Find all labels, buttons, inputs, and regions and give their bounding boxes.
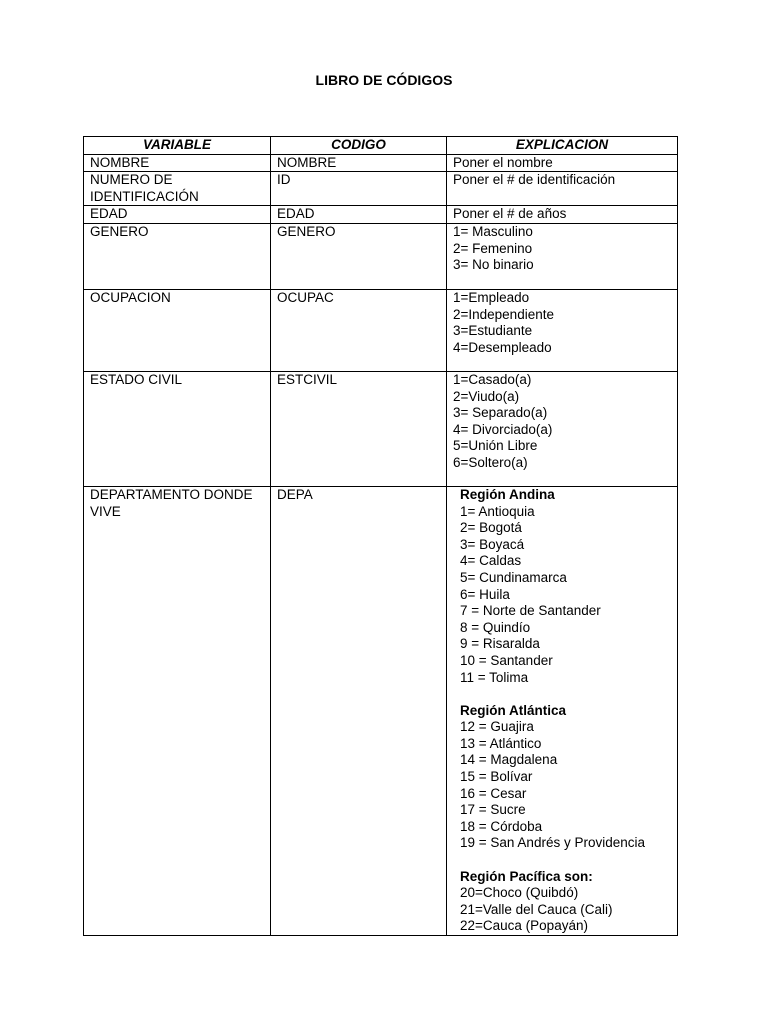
codigo-text: ESTCIVIL	[277, 371, 338, 387]
codigo-text: OCUPAC	[277, 289, 334, 305]
department-code-item: 14 = Magdalena	[460, 752, 558, 768]
cell-variable	[84, 486, 271, 935]
explicacion-text: 4= Divorciado(a)	[453, 421, 553, 437]
cell-codigo	[271, 206, 447, 224]
cell-codigo	[271, 371, 447, 486]
department-code-item: 18 = Córdoba	[460, 818, 543, 834]
department-code-item: 17 = Sucre	[460, 802, 526, 818]
explicacion-text: 2=Viudo(a)	[453, 388, 520, 404]
department-code-item: 10 = Santander	[460, 652, 553, 668]
codigo-text: NOMBRE	[277, 154, 337, 170]
table-row	[84, 206, 678, 224]
table-row	[84, 223, 678, 289]
cell-explicacion	[447, 154, 678, 172]
cell-variable	[84, 223, 271, 289]
department-code-item: 15 = Bolívar	[460, 769, 533, 785]
header-codigo: CODIGO	[271, 137, 447, 155]
variable-text: EDAD	[90, 206, 128, 222]
region-spacer	[453, 686, 671, 703]
department-code-item: 3= Boyacá	[460, 536, 525, 552]
variable-text: GENERO	[90, 223, 149, 239]
department-code-item: 2= Bogotá	[460, 520, 522, 536]
cell-codigo	[271, 172, 447, 206]
header-explicacion: EXPLICACION	[447, 137, 678, 155]
department-code-item: 16 = Cesar	[460, 785, 527, 801]
document-title: LIBRO DE CÓDIGOS	[315, 72, 453, 88]
explicacion-text: 6=Soltero(a)	[453, 454, 528, 470]
department-code-item: 9 = Risaralda	[460, 636, 540, 652]
department-code-item: 19 = San Andrés y Providencia	[460, 835, 645, 851]
variable-text: IDENTIFICACIÓN	[90, 188, 199, 204]
explicacion-text: 3= No binario	[453, 257, 534, 273]
cell-codigo	[271, 289, 447, 371]
variable-text: NOMBRE	[90, 154, 150, 170]
table-row	[84, 289, 678, 371]
header-variable: VARIABLE	[84, 137, 271, 155]
codebook-table	[83, 136, 678, 936]
explicacion-text: 1=Empleado	[453, 289, 530, 305]
department-code-item: 1= Antioquia	[460, 503, 535, 519]
department-code-item: 20=Choco (Quibdó)	[460, 885, 579, 901]
variable-text: OCUPACION	[90, 289, 171, 305]
variable-text: NUMERO DE	[90, 172, 173, 188]
explicacion-text: 1= Masculino	[453, 223, 533, 239]
department-code-item: 5= Cundinamarca	[460, 569, 567, 585]
cell-explicacion	[447, 486, 678, 935]
cell-explicacion	[447, 172, 678, 206]
explicacion-text: 3= Separado(a)	[453, 405, 548, 421]
department-code-item: 7 = Norte de Santander	[460, 603, 601, 619]
table-body	[84, 154, 678, 935]
codigo-text: ID	[277, 172, 291, 188]
variable-text: VIVE	[90, 503, 121, 519]
explicacion-text: 4=Desempleado	[453, 339, 552, 355]
cell-codigo	[271, 154, 447, 172]
explicacion-text: 2=Independiente	[453, 306, 554, 322]
department-code-item: 13 = Atlántico	[460, 735, 542, 751]
explicacion-text: Poner el nombre	[453, 154, 553, 170]
explicacion-text: 3=Estudiante	[453, 323, 533, 339]
explicacion-text: Poner el # de identificación	[453, 172, 616, 188]
variable-text: ESTADO CIVIL	[90, 371, 183, 387]
cell-variable	[84, 154, 271, 172]
department-code-item: 22=Cauca (Popayán)	[460, 918, 588, 934]
cell-variable	[84, 172, 271, 206]
explicacion-text: Poner el # de años	[453, 206, 567, 222]
explicacion-text: 5=Unión Libre	[453, 438, 538, 454]
explicacion-text: 2= Femenino	[453, 240, 533, 256]
table-header-row	[84, 137, 678, 155]
explicacion-text: 1=Casado(a)	[453, 371, 532, 387]
table-row	[84, 172, 678, 206]
department-code-item: 21=Valle del Cauca (Cali)	[460, 901, 613, 917]
cell-explicacion	[447, 289, 678, 371]
cell-codigo	[271, 486, 447, 935]
variable-text: DEPARTAMENTO DONDE	[90, 486, 253, 502]
table-row	[84, 486, 678, 935]
region-title: Región Andina	[460, 486, 555, 502]
cell-variable	[84, 206, 271, 224]
cell-explicacion	[447, 206, 678, 224]
region-spacer	[453, 852, 671, 869]
cell-variable	[84, 371, 271, 486]
department-code-item: 8 = Quindío	[460, 619, 531, 635]
codigo-text: DEPA	[277, 486, 313, 502]
region-title: Región Pacífica son:	[460, 868, 593, 884]
region-title: Región Atlántica	[460, 702, 567, 718]
department-code-item: 11 = Tolima	[460, 669, 529, 685]
table-row	[84, 371, 678, 486]
cell-variable	[84, 289, 271, 371]
codigo-text: EDAD	[277, 206, 315, 222]
table-row	[84, 154, 678, 172]
cell-explicacion	[447, 371, 678, 486]
cell-explicacion	[447, 223, 678, 289]
department-code-item: 6= Huila	[460, 586, 510, 602]
department-code-item: 4= Caldas	[460, 553, 522, 569]
cell-codigo	[271, 223, 447, 289]
department-code-item: 12 = Guajira	[460, 719, 534, 735]
codigo-text: GENERO	[277, 223, 336, 239]
